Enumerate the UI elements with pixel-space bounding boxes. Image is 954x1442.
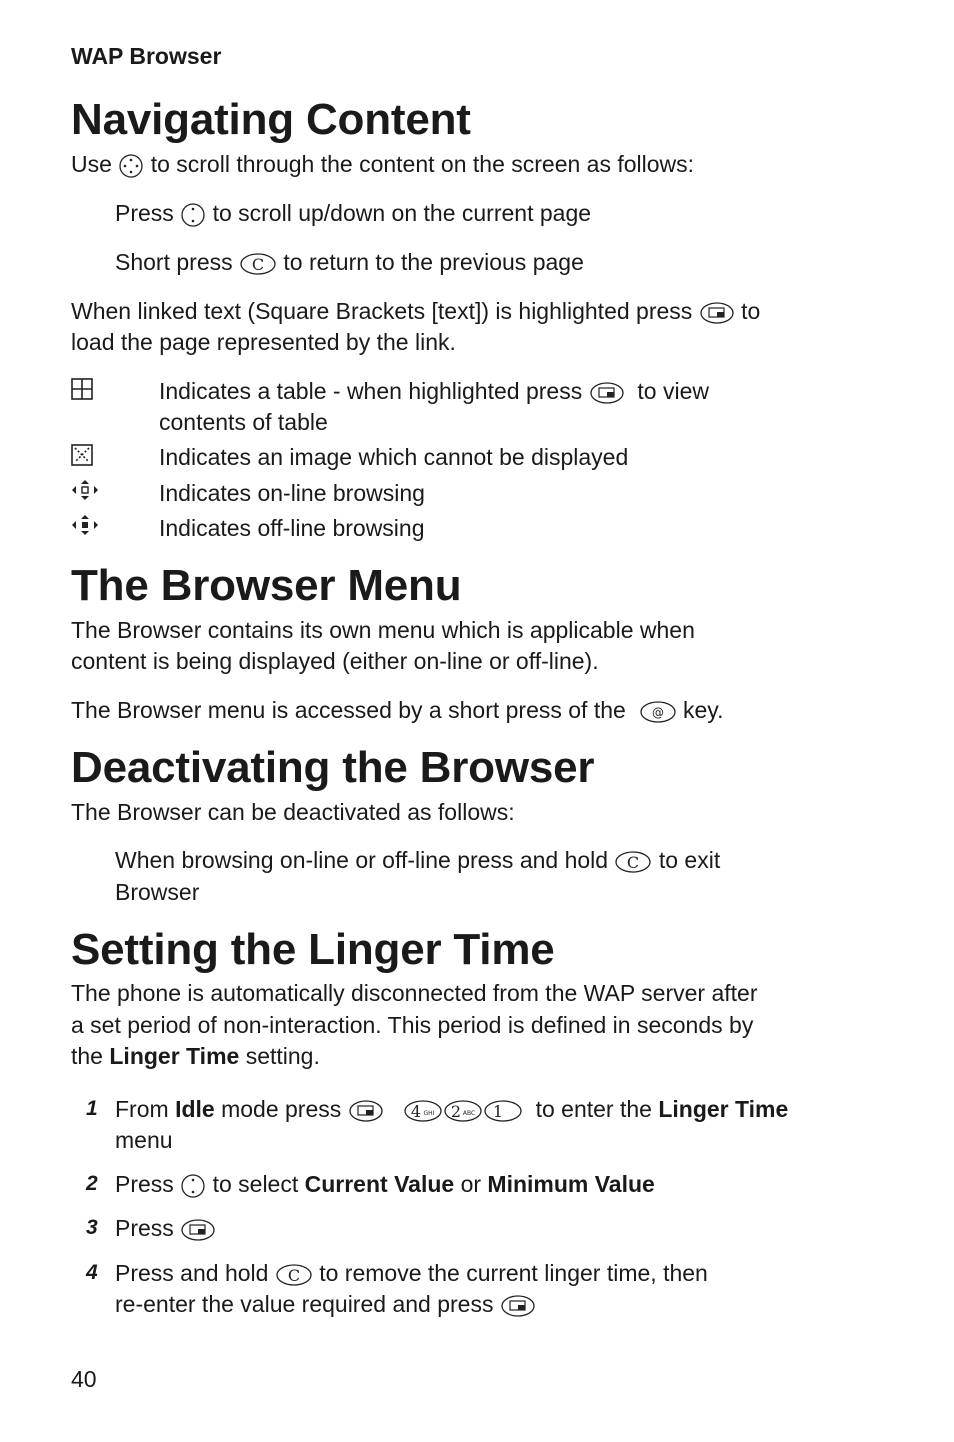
at-key-icon [639,700,677,724]
text-return: to return to the previous page [283,249,584,275]
menu-para1-line1: The Browser contains its own menu which is applicable when [71,617,695,643]
svg-text:C: C [287,1265,300,1285]
step-number-2: 2 [86,1172,98,1195]
offline-indicator: Indicates off-line browsing [159,515,425,541]
linger-para-line2: a set period of non-interaction. This period is defined in seconds by [71,1012,754,1038]
text-short-press: Short press [115,249,233,275]
text-the: the [71,1043,103,1069]
text-to-select: to select [212,1171,299,1197]
text-to-enter: to enter the [535,1096,652,1122]
online-browsing-icon [71,479,99,506]
svg-text:4: 4 [410,1101,421,1121]
svg-text:C: C [251,254,265,274]
deactivate-para2-line1 [115,845,720,877]
step-1-line1 [115,1094,788,1126]
keypad-1-icon [483,1099,523,1123]
table-icon [71,378,93,405]
keypad-4-icon [403,1099,443,1123]
select-key-icon [348,1099,384,1123]
text-table: Indicates a table - when highlighted press [159,378,583,404]
text-minimum-value: Minimum Value [487,1171,655,1197]
svg-text:2: 2 [450,1101,461,1121]
navigation-key-icon [118,153,144,179]
keypad-2-icon [443,1099,483,1123]
table-indicator-line1 [159,376,709,408]
select-key-icon [699,301,735,325]
heading-navigating-content: Navigating Content [71,95,471,144]
text-linger-time-menu: Linger Time [658,1096,789,1122]
deactivate-para2-line2: Browser [115,879,200,905]
step-4-line2 [115,1289,536,1321]
text-key: key. [682,697,724,723]
clear-key-icon [614,850,652,874]
menu-para1-line2: content is being displayed (either on-line or off-line). [71,648,599,674]
text-linger-time-bold: Linger Time [109,1043,240,1069]
text-to: to [741,298,761,324]
step-4-line1 [115,1258,708,1290]
step-number-4: 4 [86,1261,98,1284]
svg-text:GHI: GHI [423,1109,435,1117]
nav-intro [71,149,694,181]
scroll-key-icon [180,202,206,228]
text-reenter: re-enter the value required and press [115,1291,494,1317]
linger-para-line3 [71,1041,320,1073]
text-linked: When linked text (Square Brackets [text]) is highlighted press [71,298,693,324]
menu-para2 [71,695,723,727]
select-key-icon [500,1294,536,1318]
step-1-line2: menu [115,1127,173,1153]
linger-para-line1: The phone is automatically disconnected from the WAP server after [71,980,758,1006]
select-key-icon [180,1218,216,1242]
running-header: WAP Browser [71,43,222,69]
heading-linger-time: Setting the Linger Time [71,925,555,974]
step-2-line [115,1169,655,1201]
heading-browser-menu: The Browser Menu [71,561,462,610]
step-number-3: 3 [86,1216,98,1239]
page-number: 40 [71,1366,97,1392]
text-mode-press: mode press [221,1096,342,1122]
text-press: Press [115,1171,174,1197]
offline-browsing-icon [71,514,99,541]
deactivate-para1: The Browser can be deactivated as follows: [71,799,515,825]
text-menu-access: The Browser menu is accessed by a short press of the [71,697,626,723]
text-to-view: to view [637,378,709,404]
text-from: From [115,1096,169,1122]
svg-text:ABC: ABC [462,1109,475,1117]
step-number-1: 1 [86,1097,98,1120]
nav-return-line [115,247,584,279]
text-press: Press [115,1215,174,1241]
nav-scroll-line [115,198,591,230]
text-current-value: Current Value [304,1171,455,1197]
table-indicator-line2: contents of table [159,409,328,435]
text-idle: Idle [175,1096,215,1122]
step-3-line [115,1213,216,1245]
text-or: or [460,1171,482,1197]
text-remove-linger: to remove the current linger time, then [319,1260,708,1286]
text-setting: setting. [245,1043,320,1069]
text-intro-rest: to scroll through the content on the screen as follows: [150,151,695,177]
scroll-key-icon [180,1173,206,1199]
text-use: Use [71,151,112,177]
clear-key-icon [239,252,277,276]
text-press: Press [115,200,174,226]
nav-linked-line2: load the page represented by the link. [71,329,456,355]
broken-image-icon [71,444,93,471]
heading-deactivating: Deactivating the Browser [71,743,595,792]
svg-text:1: 1 [492,1101,503,1121]
nav-linked-line1 [71,296,760,328]
text-deactivate: When browsing on-line or off-line press and hold [115,847,609,873]
text-scroll: to scroll up/down on the current page [212,200,592,226]
image-indicator: Indicates an image which cannot be displayed [159,444,629,470]
svg-text:@: @ [651,705,664,720]
select-key-icon [589,381,625,405]
text-to-exit: to exit [658,847,721,873]
clear-key-icon [275,1263,313,1287]
svg-text:C: C [627,852,640,872]
online-indicator: Indicates on-line browsing [159,480,425,506]
text-press-and-hold: Press and hold [115,1260,269,1286]
